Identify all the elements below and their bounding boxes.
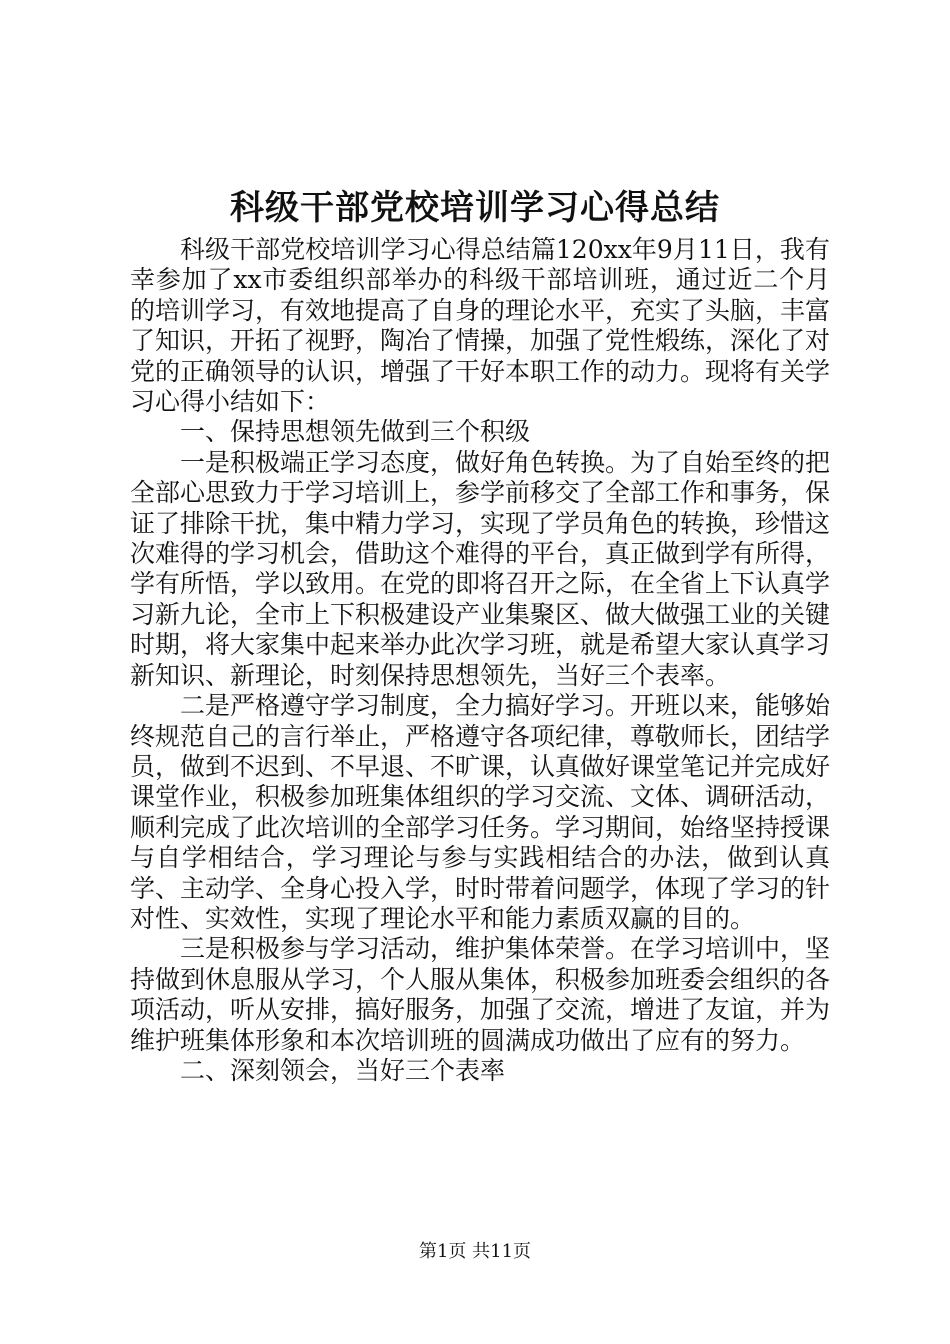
intro-paragraph: 科级干部党校培训学习心得总结篇120xx年9月11日，我有幸参加了xx市委组织部举办的科级干部培训班，通过近二个月的培训学习，有效地提高了自身的理论水平，充实了头脑，丰富了知识，开拓了视野，陶冶了情操，加强了党性煅练，深化了对党的正确领导的认识，增强了干好本职工作的动力。现将有关学习心得小结如下： [130, 235, 831, 417]
body-paragraph: 一是积极端正学习态度，做好角色转换。为了自始至终的把全部心思致力于学习培训上，参学前移交了全部工作和事务，保证了排除干扰，集中精力学习，实现了学员角色的转换，珍惜这次难得的学习机会，借助这个难得的平台，真正做到学有所得，学有所悟，学以致用。在党的即将召开之际，在全省上下认真学习新九论，全市上下积极建设产业集聚区、做大做强工业的关键时期，将大家集中起来举办此次学习班，就是希望大家认真学习新知识、新理论，时刻保持思想领先，当好三个表率。 [130, 447, 831, 690]
page-footer: 第1页 共11页 [418, 1241, 532, 1262]
document-title: 科级干部党校培训学习心得总结 [230, 188, 720, 228]
section-heading-1: 一、保持思想领先做到三个积级 [180, 417, 531, 447]
body-paragraph: 三是积极参与学习活动，维护集体荣誉。在学习培训中，坚持做到休息服从学习，个人服从集体，积极参加班委会组织的各项活动，听从安排，搞好服务，加强了交流，增进了友谊，并为维护班集体形象和本次培训班的圆满成功做出了应有的努力。 [130, 934, 831, 1055]
section-heading-2: 二、深刻领会，当好三个表率 [180, 1055, 506, 1085]
body-paragraph: 二是严格遵守学习制度，全力搞好学习。开班以来，能够始终规范自己的言行举止，严格遵守各项纪律，尊敬师长，团结学员，做到不迟到、不早退、不旷课，认真做好课堂笔记并完成好课堂作业，积极参加班集体组织的学习交流、文体、调研活动，顺利完成了此次培训的全部学习任务。学习期间，始络坚持授课与自学相结合，学习理论与参与实践相结合的办法，做到认真学、主动学、全身心投入学，时时带着问题学，体现了学习的针对性、实效性，实现了理论水平和能力素质双赢的目的。 [130, 691, 831, 933]
document-body [130, 235, 830, 1086]
